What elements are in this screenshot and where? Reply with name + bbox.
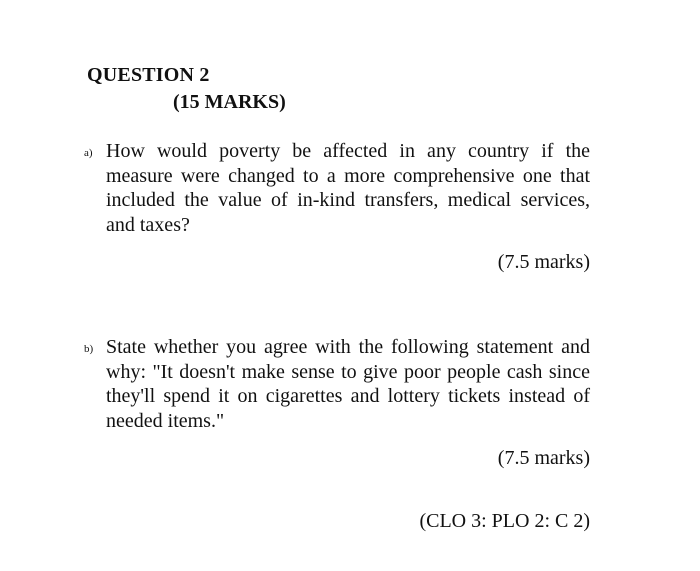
part-b-text: State whether you agree with the following statement and why: "It doesn't make sense to give poor people cash since they'll spend it on cigarettes and lottery tickets instead of needed items." — [106, 336, 590, 432]
question-total-marks: (15 MARKS) — [173, 91, 286, 113]
clo-reference: (CLO 3: PLO 2: C 2) — [419, 510, 590, 532]
question-title: QUESTION 2 — [87, 64, 210, 86]
part-b-label: b) — [84, 343, 94, 355]
question-part-a — [84, 139, 590, 237]
question-part-b — [84, 335, 590, 433]
part-b-marks: (7.5 marks) — [497, 447, 590, 469]
part-a-text: How would poverty be affected in any country if the measure were changed to a more comprehensive one that included the value of in-kind transfers, medical services, and taxes? — [106, 140, 590, 236]
part-a-marks: (7.5 marks) — [497, 251, 590, 273]
part-a-label: a) — [84, 147, 93, 159]
